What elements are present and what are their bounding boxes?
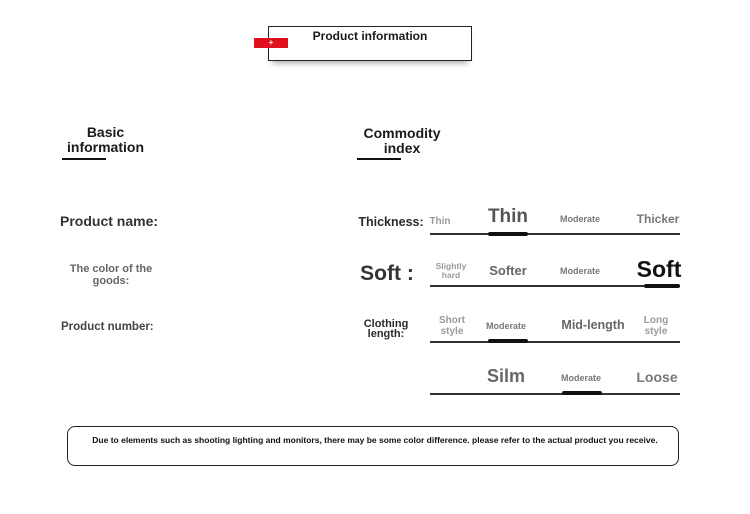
product-number-label: Product number:	[61, 321, 154, 333]
option-loose: Loose	[636, 369, 678, 385]
option-thin-small: Thin	[429, 216, 451, 227]
option-silm: Silm	[486, 366, 525, 386]
red-tag	[254, 38, 288, 48]
soft-scale-line	[430, 285, 680, 287]
fit-selected-marker	[562, 391, 602, 395]
option-thin-selected: Thin	[487, 206, 529, 227]
option-moderate-selected: Moderate	[560, 373, 601, 383]
clothing-length-scale-line	[430, 341, 680, 343]
clothing-length-label: Clothing length:	[363, 318, 409, 340]
disclaimer-box	[67, 426, 679, 466]
option-moderate: Moderate	[559, 266, 600, 276]
soft-label: Soft :	[360, 262, 414, 285]
basic-info-underline	[62, 158, 106, 160]
thickness-label: Thickness:	[358, 215, 424, 229]
basic-info-title: Basic information	[67, 124, 144, 155]
option-mid-length: Mid-length	[561, 318, 625, 332]
thickness-selected-marker	[488, 232, 528, 236]
option-softer: Softer	[489, 263, 527, 278]
commodity-index-title: Commodity index	[363, 125, 441, 156]
thickness-scale-line	[430, 233, 680, 235]
fit-scale-line	[430, 393, 680, 395]
option-short-style: Short style	[438, 315, 466, 337]
page-title: Product information	[312, 29, 428, 43]
option-slightly-hard: Slightly hard	[435, 261, 467, 280]
clothing-length-selected-marker	[488, 339, 528, 343]
plus-icon: +	[268, 38, 274, 47]
option-long-style: Long style	[643, 315, 669, 337]
option-thicker: Thicker	[636, 212, 680, 226]
disclaimer-text: Due to elements such as shooting lighting and monitors, there may be some color difference. please refer to the actual product you receive.	[92, 435, 658, 445]
option-moderate-selected: Moderate	[485, 321, 526, 331]
option-soft-selected: Soft	[636, 256, 682, 282]
product-name-label: Product name:	[60, 213, 159, 229]
soft-selected-marker	[644, 284, 680, 288]
goods-color-label: The color of the goods:	[69, 263, 153, 287]
option-moderate: Moderate	[559, 214, 600, 224]
commodity-index-underline	[357, 158, 401, 160]
